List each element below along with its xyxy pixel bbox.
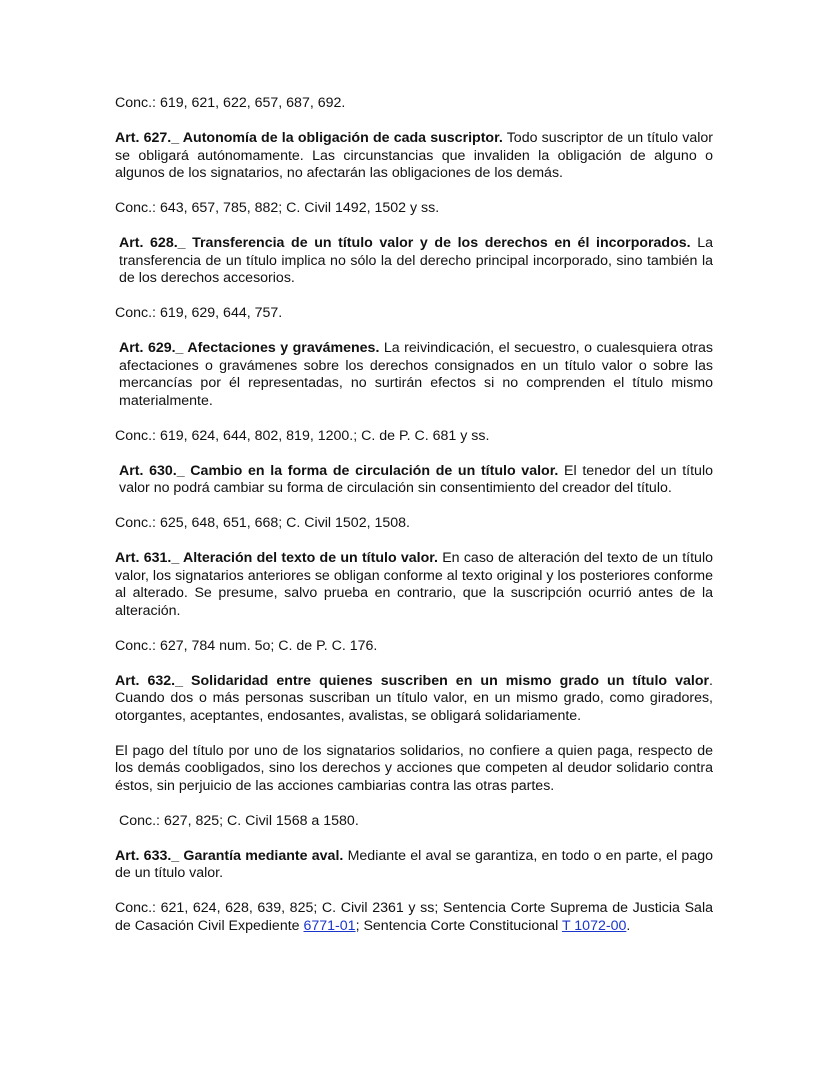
article-632 [115,673,713,726]
conc-633-mid: ; Sentencia Corte Constitucional [355,917,562,934]
sentencia-link[interactable]: T 1072-00 [561,917,627,934]
article-632-text: . Cuando dos o más personas suscriban un título valor, en un mismo grado, como giradores, otorgantes, aceptantes, endosantes, avalistas, se obligará solidariamente. [115,672,713,724]
conc-633-end: . [626,917,631,934]
conc-633-text: Conc.: 621, 624, 628, 639, 825; C. Civil 2361 y ss; Sentencia Corte Suprema de Justicia Sala de Casación Civil Expediente [115,900,713,934]
article-633 [115,848,713,883]
conc-627: Conc.: 643, 657, 785, 882; C. Civil 1492, 1502 y ss. [115,200,440,216]
expediente-link[interactable]: 6771-01 [303,917,356,934]
article-627 [115,130,713,183]
article-628 [115,235,713,288]
article-631 [115,550,713,620]
conc-631: Conc.: 627, 784 num. 5o; C. de P. C. 176. [115,637,378,654]
article-633-text: Mediante el aval se garantiza, en todo o en parte, el pago de un título valor. [115,847,713,881]
article-631-title: Art. 631._ Alteración del texto de un título valor. [115,550,438,566]
article-629 [115,340,713,410]
conc-628: Conc.: 619, 629, 644, 757. [115,305,283,321]
article-629-text: La reivindicación, el secuestro, o cualesquiera otras afectaciones o gravámenes sobre los derechos consignados en un título valor o sobre las mercancías por él representadas, no surtirán efectos si no comprenden el título mismo materialmente. [119,340,713,409]
article-633-title: Art. 633._ Garantía mediante aval. [115,847,344,864]
article-630 [115,463,713,498]
article-627-title: Art. 627._ Autonomía de la obligación de cada suscriptor. [115,130,503,146]
conc-632: Conc.: 627, 825; C. Civil 1568 a 1580. [119,812,359,829]
article-628-title: Art. 628._ Transferencia de un título valor y de los derechos en él incorporados. [119,235,691,251]
article-627-text: Todo suscriptor de un título valor se obligará autónomamente. Las circunstancias que invaliden la obligación de alguno o algunos de los signatarios, no afectarán las obligaciones de los demás. [115,130,713,181]
article-631-text: En caso de alteración del texto de un título valor, los signatarios anteriores se obligan conforme al texto original y los posteriores conforme al alterado. Se presume, salvo prueba en contrario, que la suscripción ocurrió antes de la alteración. [115,550,713,619]
article-630-title: Art. 630._ Cambio en la forma de circulación de un título valor. [119,462,559,479]
article-632-title: Art. 632._ Solidaridad entre quienes suscriben en un mismo grado un título valor [115,672,710,689]
conc-629: Conc.: 619, 624, 644, 802, 819, 1200.; C. de P. C. 681 y ss. [115,427,490,444]
conc-626: Conc.: 619, 621, 622, 657, 687, 692. [115,95,346,111]
conc-633 [115,900,713,935]
article-630-text: El tenedor del un título valor no podrá cambiar su forma de circulación sin consentimiento del creador del título. [119,462,713,496]
article-628-text: La transferencia de un título implica no sólo la del derecho principal incorporado, sino también la de los derechos accesorios. [119,235,713,286]
conc-630: Conc.: 625, 648, 651, 668; C. Civil 1502, 1508. [115,515,410,531]
article-632-paragraph-2: El pago del título por uno de los signatarios solidarios, no confiere a quien paga, respecto de los demás coobligados, sino los derechos y acciones que competen al deudor solidario contra éstos, sin perjuicio de las acciones cambiarias contra las otras partes. [115,742,713,794]
document-page [115,95,713,953]
article-629-title: Art. 629._ Afectaciones y gravámenes. [119,340,380,356]
